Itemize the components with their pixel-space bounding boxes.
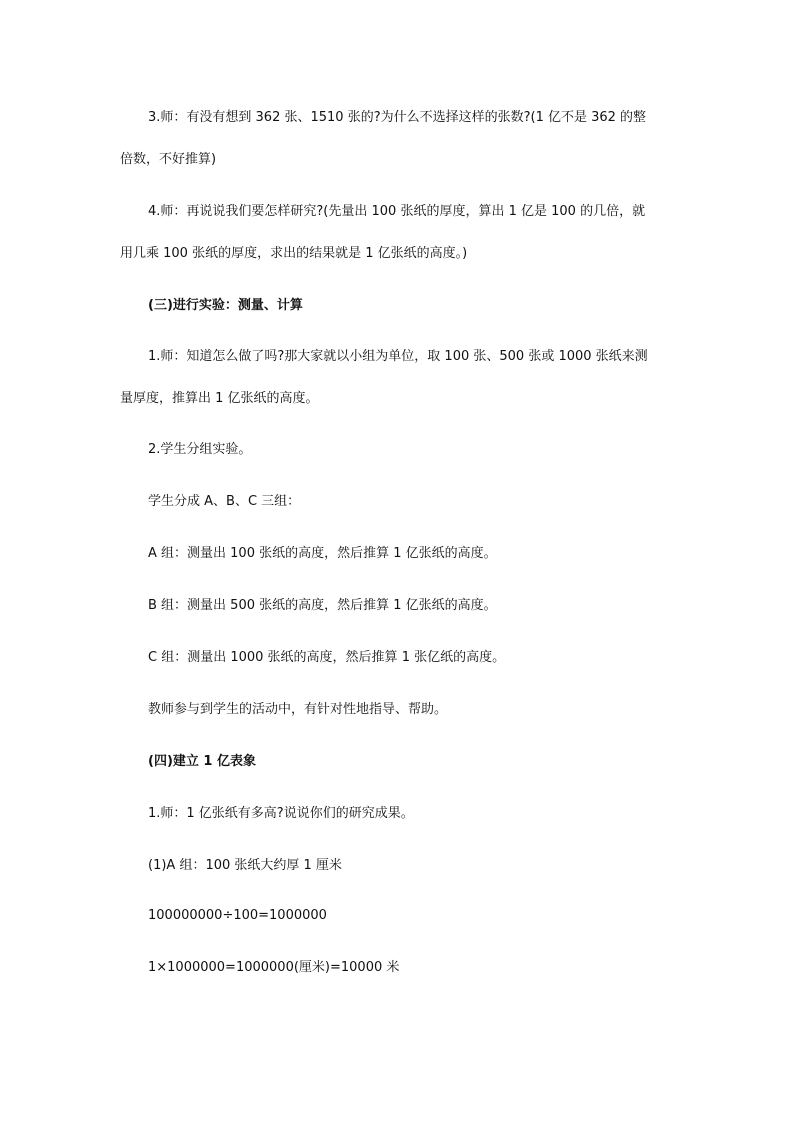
equation-division: 100000000÷100=1000000 [148, 908, 327, 923]
paragraph-group-c: C 组：测量出 1000 张纸的高度，然后推算 1 张亿纸的高度。 [148, 650, 506, 665]
paragraph-4-line-1: 4.师：再说说我们要怎样研究?(先量出 100 张纸的厚度，算出 1 亿是 100 的几倍，就 [148, 204, 646, 219]
paragraph-group-b: B 组：测量出 500 张纸的高度，然后推算 1 亿张纸的高度。 [148, 598, 497, 613]
paragraph-3-line-2: 倍数，不好推算) [120, 152, 217, 167]
paragraph-group-a: A 组：测量出 100 张纸的高度，然后推算 1 亿张纸的高度。 [148, 546, 497, 561]
section-heading-4: (四)建立 1 亿表象 [148, 754, 256, 769]
paragraph-exp-1-line-1: 1.师：知道怎么做了吗?那大家就以小组为单位，取 100 张、500 张或 1000 张纸来测 [148, 349, 648, 364]
paragraph-result-1: 1.师：1 亿张纸有多高?说说你们的研究成果。 [148, 806, 414, 821]
paragraph-exp-2: 2.学生分组实验。 [148, 442, 252, 457]
paragraph-result-a: (1)A 组：100 张纸大约厚 1 厘米 [148, 858, 342, 873]
section-heading-3: (三)进行实验：测量、计算 [148, 298, 303, 313]
paragraph-exp-1-line-2: 量厚度，推算出 1 亿张纸的高度。 [120, 391, 319, 406]
equation-multiplication: 1×1000000=1000000(厘米)=10000 米 [148, 960, 400, 975]
paragraph-4-line-2: 用几乘 100 张纸的厚度，求出的结果就是 1 亿张纸的高度。) [120, 246, 468, 261]
paragraph-teacher: 教师参与到学生的活动中，有针对性地指导、帮助。 [148, 702, 448, 717]
paragraph-groups: 学生分成 A、B、C 三组： [148, 494, 301, 509]
paragraph-3-line-1: 3.师：有没有想到 362 张、1510 张的?为什么不选择这样的张数?(1 亿不是 362 的整 [148, 110, 647, 125]
